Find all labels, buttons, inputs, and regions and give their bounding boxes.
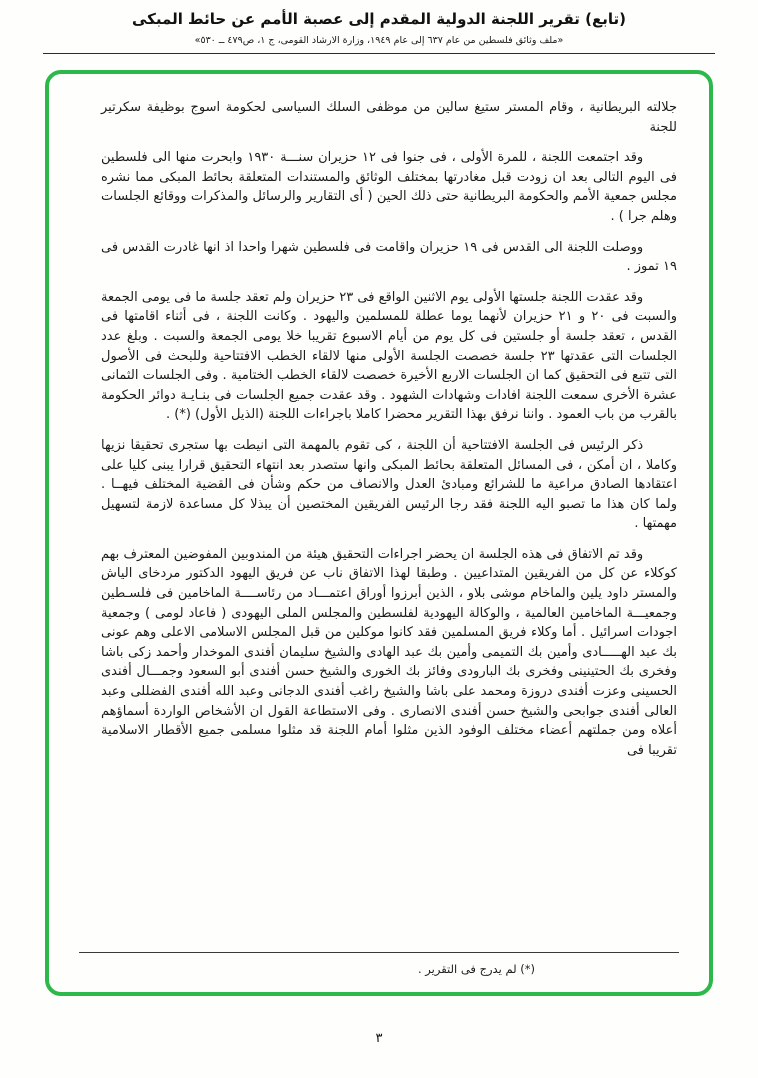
content-frame (45, 70, 713, 996)
footnote-divider (79, 952, 679, 953)
paragraph: ذكر الرئيس فى الجلسة الافتتاحية أن اللجنة ، كى تقوم بالمهمة التى انيطت بها ستجرى تحقيقا نزيها وكاملا ، ان أمكن ، فى المسائل المتعلقة بحائط المبكى وانها ستصدر بعد انتهاء التحقيق قرارا يبنى كليا على اعتقادها الصادق مراعية ما للشرائع ومبادئ العدل والانصاف من حكم وشأن فى القضية المختلف فيهــا . ولما كان هذا ما تصبو اليه اللجنة فقد رجا الرئيس الفريقين المختصين أن يبذلا كل مساعدة لازمة لتسهيل مهمتها . (101, 437, 677, 532)
document-subtitle: «ملف وثائق فلسطين من عام ٦٣٧ إلى عام ١٩٤٩، وزارة الارشاد القومى، ج ١، ص٤٧٩ ــ ٥٣٠» (194, 35, 564, 46)
page-number: ٣ (375, 1031, 383, 1046)
paragraph: وقد تم الاتفاق فى هذه الجلسة ان يحضر اجراءات التحقيق هيئة من المندوبين المفوضين المعترف بهم كوكلاء عن كل من الفريقين المتداعيين . وطبقا لهذا الاتفاق ناب عن فريق اليهود الدكتور مردخاى الياش والمستر داود يلين والماخام موشى بلاو ، الذين أبرزوا أوراق اعتمـــاد من رئاســــة الماخامين فى فلسـطين وجمعيـــة الماخامين العالمية ، والوكالة اليهودية لفلسطين والمجلس الملى اليهودى ( فاعاد لومى ) وجمعية اجودات اسرائيل . أما وكلاء فريق المسلمين فقد كانوا موكلين من قبل المجلس الاسلامى الاعلى وهم عونى بك عبد الهـــــادى وأمين بك التميمى وأمين بك عبد الهادى والشيخ سليمان أفندى الموخدار وأحمد زكى باشا وفخرى بك الحتينينى وفخرى بك البارودى وفائز بك الخورى والشيخ حسن أفندى أبو السعود وجمـــال أفندى الحسينى وعزت أفندى دروزة ومحمد على باشا والشيخ راغب أفندى الدجانى وعبد الله أفندى الفضللى وعبد العالى أفندى جوابحى والشيخ حسن أفندى الانصارى . وفى الاستطاعة القول ان الأشخاص الواردة أسماؤهم أعلاه ومن جملتهم أعضاء مختلف الوفود الذين مثلوا أمام اللجنة قد مثلوا مسلمى جميع الأقطار الاسلامية تقريبا فى (101, 546, 677, 758)
paragraph: وقد عقدت اللجنة جلستها الأولى يوم الاثنين الواقع فى ٢٣ حزيران ولم تعقد جلسة ما فى يومى الجمعة والسبت فى ٢٠ و ٢١ حزيران لأنهما يوما عطلة للمسلمين واليهود . وكانت اللجنة ، فى أثناء اقامتها فى القدس ، تعقد جلسة أو جلستين فى كل يوم من أيام الاسبوع تقريبا خلا يومى الجمعة والسبت . وبلغ عدد الجلسات التى عقدتها ٢٣ جلسة خصصت الجلسة الأولى منها لالقاء الخطب الافتتاحية وللبحث فى الأصول التى تتبع فى التحقيق كما ان الجلسات الاربع الأخيرة خصصت لالقاء الخطب الختامية . وفى الجلسات الثمانى عشرة الأخرى سمعت اللجنة افادات وشهادات الشهود . وقد عقدت جميع الجلسات فى بنـايـة دوائر الحكومة بالقرب من باب العمود . واننا نرفق بهذا التقرير محضرا كاملا باجراءات اللجنة (الذيل الأول) (*) . (101, 289, 678, 423)
page-header (0, 10, 758, 54)
document-body (101, 98, 677, 771)
header-divider (43, 53, 715, 54)
paragraph: وقد اجتمعت اللجنة ، للمرة الأولى ، فى جنوا فى ١٢ حزيران سنـــة ١٩٣٠ وابحرت منها الى فلسطين فى اليوم التالى بعد ان زودت قبل مغادرتها بمختلف الوثائق والمستندات المتعلقة بحائط المبكى مما نشره مجلس جمعية الأمم والحكومة البريطانية حتى ذلك الحين ( أى التقارير والرسائل والمذكرات ووقائع الجلسات وهلم جرا ) . (101, 150, 677, 224)
paragraph: جلالته البريطانية ، وقام المستر ستيغ سالين من موظفى السلك السياسى لحكومة اسوج بوظيفة سكرتير للجنة (101, 100, 677, 135)
footnote: (*) لم يدرج فى التقرير . (418, 962, 535, 976)
footnote-area (63, 952, 695, 976)
paragraph: ووصلت اللجنة الى القدس فى ١٩ حزيران واقامت فى فلسطين شهرا واحدا اذ انها غادرت القدس فى ١٩ تموز . (101, 239, 677, 275)
document-title: (تابع) تقرير اللجنة الدولية المقدم إلى عصبة الأمم عن حائط المبكى (131, 10, 626, 28)
